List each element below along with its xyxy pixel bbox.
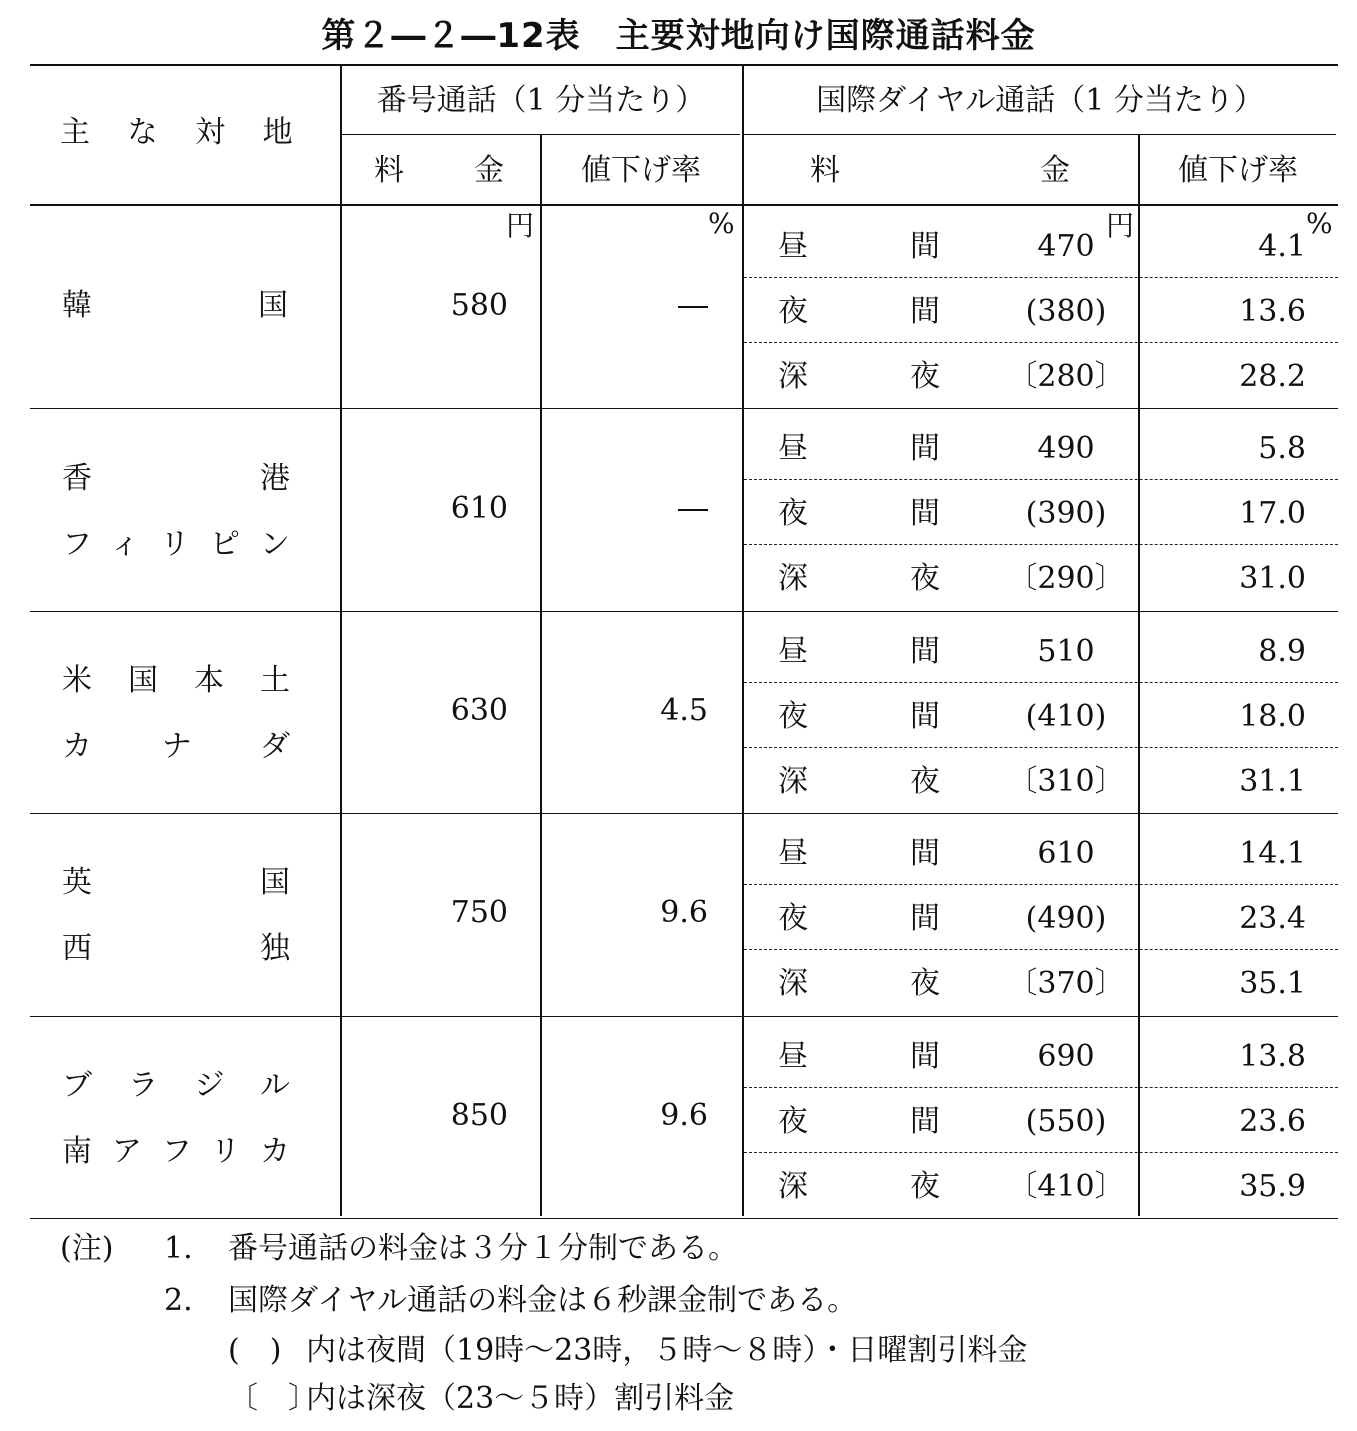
idd-rate: 13.6: [1239, 294, 1306, 329]
header-station-call: 番号通話（1 分当たり）: [376, 83, 706, 118]
idd-rate: 31.1: [1239, 764, 1306, 799]
idd-fee: 〔410〕: [1007, 1169, 1125, 1204]
idd-fee: 〔310〕: [1007, 764, 1125, 799]
row-rule: [30, 1016, 1338, 1017]
period-label-1: 夜: [778, 496, 808, 531]
row-rule: [30, 813, 1338, 814]
header-destination: 主 な 対 地: [60, 115, 307, 150]
period-label-1: 夜: [778, 901, 808, 936]
destination-name: 南アフリカ: [62, 1134, 290, 1169]
header-station-reduction: 値下げ率: [581, 153, 701, 188]
destination-name: 英国: [62, 865, 290, 900]
header-idd-fee-1: 料: [810, 153, 840, 188]
period-label-2: 夜: [910, 561, 940, 596]
period-label-1: 深: [778, 966, 808, 1001]
period-label-2: 間: [910, 1039, 940, 1074]
header-station-fee-2: 金: [474, 153, 504, 188]
idd-fee: 〔280〕: [1007, 359, 1125, 394]
idd-fee: (410): [1025, 699, 1107, 734]
idd-rate: 14.1: [1239, 836, 1306, 871]
subrow-rule: [744, 544, 1338, 545]
period-label-2: 間: [910, 634, 940, 669]
subrow-rule: [744, 277, 1338, 278]
note-paren-text: 内は夜間（19時～23時，５時～８時）・日曜割引料金: [306, 1333, 1028, 1368]
period-label-2: 夜: [910, 764, 940, 799]
station-rate: 9.6: [660, 895, 708, 930]
idd-fee: 470: [1037, 229, 1095, 264]
idd-rate: 31.0: [1239, 561, 1306, 596]
idd-rate: 4.1: [1258, 229, 1306, 264]
idd-fee: (380): [1025, 294, 1107, 329]
idd-fee: (390): [1025, 496, 1107, 531]
idd-fee: (550): [1025, 1104, 1107, 1139]
idd-rate: 35.1: [1239, 966, 1306, 1001]
note-bracket-text: 内は深夜（23～５時）割引料金: [306, 1381, 735, 1416]
table-title: 第２―２―12表 主要対地向け国際通話料金: [321, 16, 1036, 56]
row-rule: [30, 408, 1338, 409]
period-label-2: 間: [910, 229, 940, 264]
row-rule: [30, 611, 1338, 612]
subrow-rule: [744, 884, 1338, 885]
idd-fee: 490: [1037, 431, 1095, 466]
header-sub-rule-right: [742, 134, 1336, 135]
period-label-1: 深: [778, 764, 808, 799]
period-label-2: 間: [910, 1104, 940, 1139]
idd-rate: 17.0: [1239, 496, 1306, 531]
idd-rate: 8.9: [1258, 634, 1306, 669]
period-label-1: 昼: [778, 1039, 808, 1074]
note-1-text: 番号通話の料金は３分１分制である。: [228, 1231, 738, 1266]
header-station-fee-1: 料: [374, 153, 404, 188]
station-fee: 580: [450, 288, 508, 323]
period-label-1: 夜: [778, 1104, 808, 1139]
unit-yen-station: 円: [506, 209, 535, 242]
destination-name: 香港: [62, 461, 290, 496]
period-label-1: 夜: [778, 294, 808, 329]
unit-percent-idd: %: [1306, 207, 1333, 240]
vline-col3: [742, 64, 744, 1216]
idd-fee: 〔290〕: [1007, 561, 1125, 596]
note-bracket-mark: 〔 〕: [228, 1381, 318, 1416]
unit-percent-station: %: [708, 207, 735, 240]
header-idd-call: 国際ダイヤル通話（1 分当たり）: [816, 83, 1264, 118]
unit-yen-idd: 円: [1106, 209, 1135, 242]
station-fee: 610: [450, 491, 508, 526]
table-top-rule: [30, 64, 1338, 66]
station-rate: 4.5: [660, 693, 708, 728]
idd-fee: 690: [1037, 1039, 1095, 1074]
period-label-1: 深: [778, 561, 808, 596]
header-bottom-rule: [30, 204, 1338, 206]
subrow-rule: [744, 1087, 1338, 1088]
idd-rate: 13.8: [1239, 1039, 1306, 1074]
note-1-num: 1.: [164, 1231, 193, 1266]
header-idd-reduction: 値下げ率: [1178, 153, 1298, 188]
subrow-rule: [744, 1152, 1338, 1153]
period-label-1: 夜: [778, 699, 808, 734]
period-label-2: 間: [910, 294, 940, 329]
destination-name-left: 韓: [62, 288, 92, 323]
station-fee: 630: [450, 693, 508, 728]
period-label-1: 昼: [778, 431, 808, 466]
period-label-1: 深: [778, 359, 808, 394]
period-label-2: 夜: [910, 359, 940, 394]
destination-name-right: 国: [258, 288, 288, 323]
subrow-rule: [744, 479, 1338, 480]
note-2-text: 国際ダイヤル通話の料金は６秒課金制である。: [228, 1283, 858, 1318]
idd-fee: 〔370〕: [1007, 966, 1125, 1001]
period-label-2: 間: [910, 431, 940, 466]
period-label-2: 間: [910, 836, 940, 871]
idd-rate: 23.4: [1239, 901, 1306, 936]
idd-rate: 23.6: [1239, 1104, 1306, 1139]
station-rate: ―: [678, 288, 708, 323]
subrow-rule: [744, 682, 1338, 683]
idd-rate: 28.2: [1239, 359, 1306, 394]
period-label-1: 深: [778, 1169, 808, 1204]
destination-name: 米国本土: [62, 663, 290, 698]
period-label-1: 昼: [778, 836, 808, 871]
station-fee: 850: [450, 1098, 508, 1133]
vline-col1: [340, 64, 342, 1216]
destination-name: フィリピン: [62, 527, 290, 562]
note-paren-mark: ( ): [228, 1333, 282, 1368]
idd-fee: 610: [1037, 836, 1095, 871]
subrow-rule: [744, 747, 1338, 748]
idd-fee: (490): [1025, 901, 1107, 936]
notes-label: (注): [60, 1231, 114, 1266]
period-label-2: 間: [910, 496, 940, 531]
station-rate: 9.6: [660, 1098, 708, 1133]
note-2-num: 2.: [164, 1283, 193, 1318]
idd-rate: 18.0: [1239, 699, 1306, 734]
destination-name: 西独: [62, 931, 290, 966]
station-fee: 750: [450, 895, 508, 930]
period-label-2: 間: [910, 901, 940, 936]
destination-name: カナダ: [62, 729, 290, 764]
station-rate: ―: [678, 491, 708, 526]
destination-name: ブラジル: [62, 1068, 290, 1103]
header-idd-fee-2: 金: [1040, 153, 1070, 188]
period-label-1: 昼: [778, 229, 808, 264]
subrow-rule: [744, 342, 1338, 343]
subrow-rule: [744, 949, 1338, 950]
idd-rate: 5.8: [1258, 431, 1306, 466]
row-rule: [30, 1218, 1338, 1219]
period-label-1: 昼: [778, 634, 808, 669]
period-label-2: 夜: [910, 1169, 940, 1204]
idd-rate: 35.9: [1239, 1169, 1306, 1204]
period-label-2: 夜: [910, 966, 940, 1001]
idd-fee: 510: [1037, 634, 1095, 669]
period-label-2: 間: [910, 699, 940, 734]
